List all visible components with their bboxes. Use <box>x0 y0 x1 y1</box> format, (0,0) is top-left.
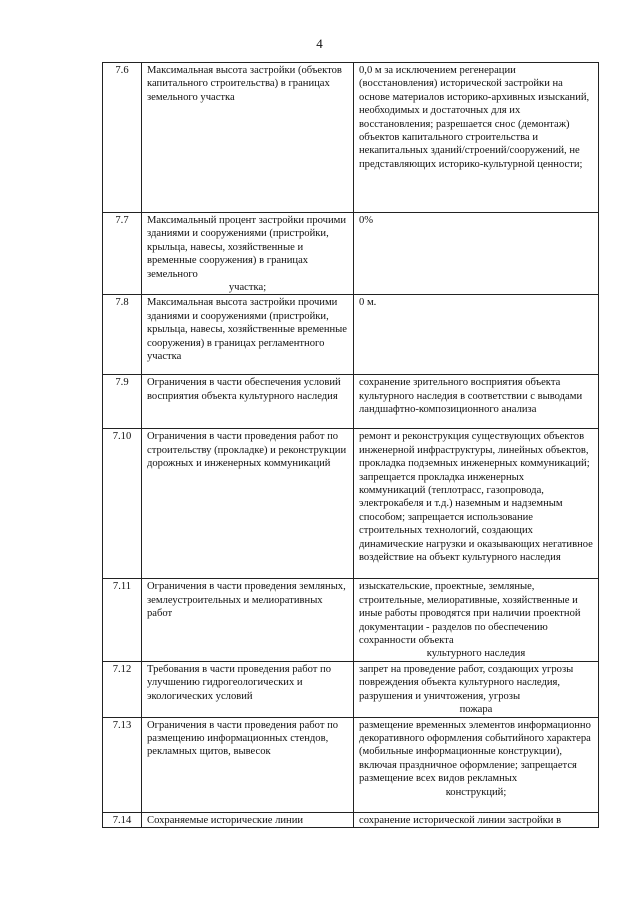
row-parameter: Сохраняемые исторические линии <box>142 812 354 827</box>
row-value <box>354 717 599 812</box>
row-number: 7.8 <box>103 295 142 375</box>
row-value-tail: пожара <box>459 704 493 716</box>
row-parameter: Ограничения в части проведения работ по размещению информационных стендов, рекламных щитов, вывесок <box>142 717 354 812</box>
row-number: 7.12 <box>103 661 142 717</box>
table-row <box>103 812 599 827</box>
row-value-tail: конструкций; <box>445 786 507 798</box>
row-number: 7.11 <box>103 579 142 661</box>
table-row <box>103 429 599 579</box>
row-value-text: запрет на проведение работ, создающих угрозы повреждения объекта культурного наследия, разрушения и уничтожения, угрозы <box>359 663 574 702</box>
row-parameter: Ограничения в части обеспечения условий восприятия объекта культурного наследия <box>142 375 354 429</box>
table-row <box>103 63 599 213</box>
row-value-text: размещение временных элементов информационно декоративного оформления событийного характера (мобильные информационные конструкции), включая праздничное оформление; запрещается размещение всех видов рекламных <box>359 719 591 785</box>
page-number: 4 <box>316 36 323 51</box>
row-parameter: Ограничения в части проведения земляных, землеустроительных и мелиоративных работ <box>142 579 354 661</box>
row-value-text: изыскательские, проектные, земляные, строительные, мелиоративные, хозяйственные и иные работы проводятся при наличии проектной документации - разделов по обеспечению сохранности объекта <box>359 581 581 647</box>
row-number: 7.7 <box>103 213 142 295</box>
row-number: 7.10 <box>103 429 142 579</box>
row-value: сохранение исторической линии застройки в <box>354 812 599 827</box>
row-number: 7.6 <box>103 63 142 213</box>
table-row <box>103 213 599 295</box>
row-value: 0% <box>354 213 599 295</box>
regulations-table <box>102 62 599 828</box>
row-parameter: Ограничения в части проведения работ по строительству (прокладке) и реконструкции дорожных и инженерных коммуникаций <box>142 429 354 579</box>
row-number: 7.13 <box>103 717 142 812</box>
row-value: 0 м. <box>354 295 599 375</box>
table-row <box>103 295 599 375</box>
row-value: 0,0 м за исключением регенерации (восстановления) исторической застройки на основе материалов историко-архивных изысканий, необходимых и достаточных для их восстановления; разрешается снос (демонтаж) объектов капитального строительства и некапитальных зданий/строений/сооружений, не представляющих историко-культурной ценности; <box>354 63 599 213</box>
table-row <box>103 661 599 717</box>
row-parameter: Требования в части проведения работ по улучшению гидрогеологических и экологических условий <box>142 661 354 717</box>
row-value: ремонт и реконструкция существующих объектов инженерной инфраструктуры, линейных объектов, прокладка подземных инженерных коммуникаций; запрещается прокладка инженерных коммуникаций (теплотрасс, газопровода, электрокабеля и т.д.) наземным и надземным способом; запрещается использование строительных технологий, создающих динамические нагрузки и оказывающих негативное воздействие на объект культурного наследия <box>354 429 599 579</box>
table-row <box>103 375 599 429</box>
row-number: 7.14 <box>103 812 142 827</box>
row-value <box>354 661 599 717</box>
row-parameter <box>142 213 354 295</box>
row-parameter: Максимальная высота застройки прочими зданиями и сооружениями (пристройки, крыльца, навесы, хозяйственные временные сооружения) в границах регламентного участка <box>142 295 354 375</box>
row-number: 7.9 <box>103 375 142 429</box>
row-value <box>354 579 599 661</box>
row-value-tail: культурного наследия <box>426 648 526 660</box>
table-row <box>103 579 599 661</box>
row-value: сохранение зрительного восприятия объекта культурного наследия в соответствии с выводами ландшафтно-композиционного анализа <box>354 375 599 429</box>
row-parameter-text: Максимальный процент застройки прочими зданиями и сооружениями (пристройки, крыльца, навесы, хозяйственные и временные сооружения) в границах земельного <box>147 215 347 280</box>
row-parameter: Максимальная высота застройки (объектов капитального строительства) в границах земельного участка <box>142 63 354 213</box>
row-parameter-tail: участка; <box>228 282 267 294</box>
table-row <box>103 717 599 812</box>
